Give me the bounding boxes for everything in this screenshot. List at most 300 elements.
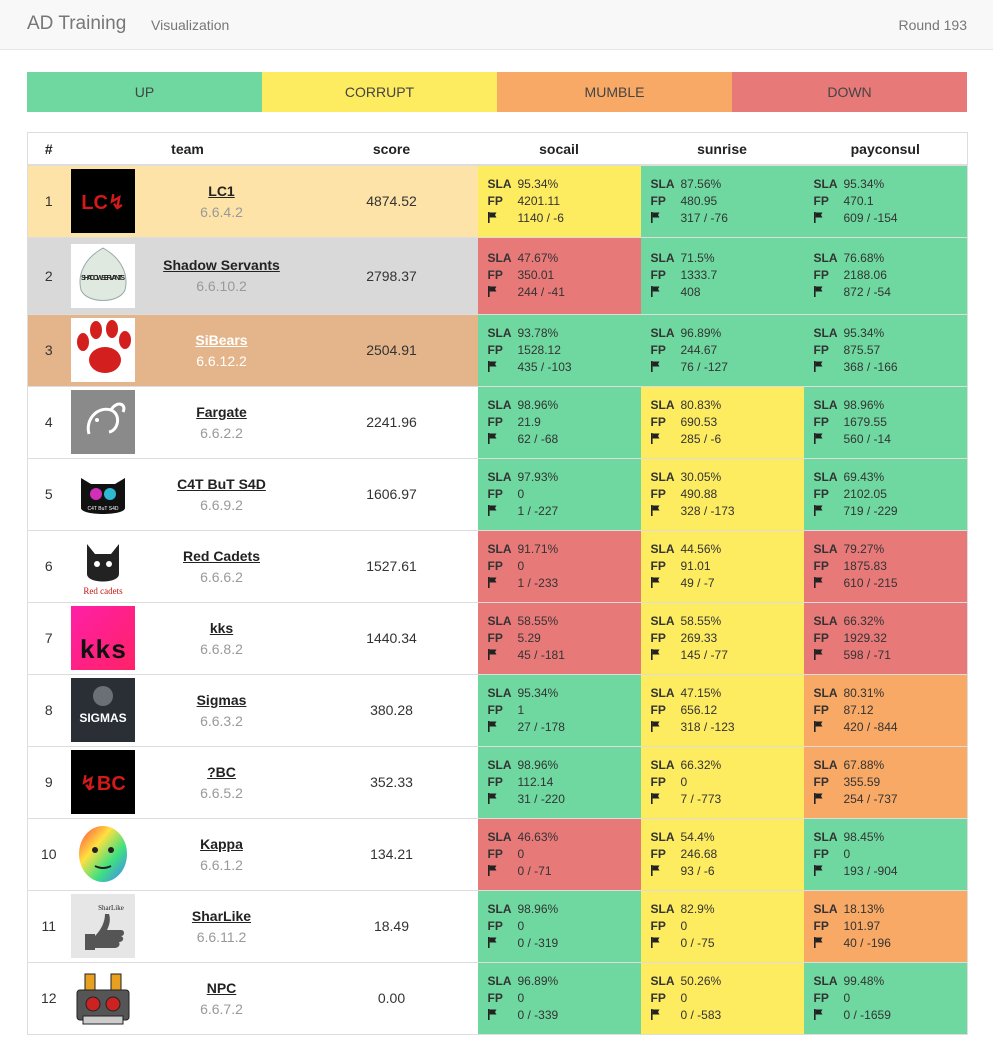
team-rank: 8 [28,674,70,746]
team-rank: 7 [28,602,70,674]
sla-value: 96.89% [680,325,722,340]
team-name-link[interactable]: SiBears [195,331,248,348]
fp-label: FP [487,846,503,861]
fp-label: FP [487,268,503,282]
service-status-cell [641,962,804,1034]
flag-icon [651,863,681,880]
logo-text: ↯BC [79,773,126,795]
table-row [28,818,968,890]
fp-value: 0 [680,918,688,933]
flags-value: 76 / -127 [680,359,728,374]
fp-value: 4201.11 [517,193,560,208]
sla-value: 96.89% [517,973,559,988]
sla-label: SLA [487,901,512,916]
fp-value: 480.95 [680,193,718,208]
flags-value: 254 / -737 [843,791,898,806]
fp-label: FP [650,268,666,282]
team-name-link[interactable]: Fargate [196,403,247,420]
flag-icon [488,210,518,227]
fp-value: 1875.83 [843,558,887,573]
flags-value: 1 / -233 [517,575,559,590]
legend-up: UP [27,72,262,112]
service-status-cell [804,386,968,458]
sla-value: 87.56% [680,176,722,191]
fp-label: FP [650,193,666,208]
table-row [28,530,968,602]
team-score: 1527.61 [306,530,478,602]
team-name-link[interactable]: ?BC [207,763,236,780]
flag-icon [488,719,518,736]
fp-value: 21.9 [517,414,541,429]
team-logo [70,602,138,674]
team-score: 1440.34 [306,602,478,674]
sla-label: SLA [650,613,675,628]
sla-label: SLA [813,757,838,772]
service-status-cell [478,818,641,890]
brand-title[interactable]: AD Training [27,13,127,34]
fp-value: 690.53 [680,414,718,429]
table-row [28,458,968,530]
flags-value: 719 / -229 [843,503,898,518]
sla-value: 71.5% [680,251,715,265]
sla-label: SLA [813,325,838,340]
header-score: score [306,133,478,166]
logo-text: C4T BuT S4D [87,506,118,512]
sla-label: SLA [813,829,838,844]
team-name-link[interactable]: LC1 [208,182,235,199]
flags-value: 45 / -181 [517,647,565,662]
team-rank: 9 [28,746,70,818]
fp-value: 0 [517,990,525,1005]
team-score: 352.33 [306,746,478,818]
service-status-cell [641,890,804,962]
team-name-link[interactable]: Kappa [200,835,243,852]
service-status-cell [804,458,968,530]
fp-label: FP [650,774,666,789]
team-logo [70,458,138,530]
fp-value: 875.57 [843,342,881,357]
logo-text: SHADOW SERVANTS [80,274,125,282]
service-status-cell [804,314,968,386]
fp-label: FP [813,193,829,208]
service-status-cell [804,530,968,602]
fp-label: FP [813,268,829,282]
logo-text: LC↯ [80,192,125,215]
legend-down: DOWN [732,72,967,112]
header-team: team [70,133,306,166]
flags-value: 1140 / -6 [517,210,564,225]
status-legend [27,72,967,112]
service-status-cell [478,746,641,818]
flag-icon [814,431,844,448]
fp-label: FP [813,774,829,789]
sla-value: 98.45% [843,829,885,844]
service-status-cell [478,530,641,602]
flag-icon [814,647,844,664]
fp-value: 0 [517,918,525,933]
sla-label: SLA [650,685,675,700]
team-name-cell [138,818,306,890]
flag-icon [651,647,681,664]
team-name-cell [138,314,306,386]
sla-label: SLA [813,251,838,265]
sla-label: SLA [813,176,838,191]
service-status-cell [478,314,641,386]
sla-label: SLA [487,973,512,988]
service-status-cell [804,165,968,237]
sla-value: 80.31% [843,685,885,700]
flags-value: 872 / -54 [843,285,891,299]
service-status-cell [641,165,804,237]
table-row [28,165,968,237]
fp-value: 0 [680,774,688,789]
fp-label: FP [650,846,666,861]
fp-value: 269.33 [680,630,718,645]
team-version: 6.6.10.2 [196,278,247,294]
fp-value: 350.01 [517,268,555,282]
header-service-sunrise: sunrise [641,133,804,166]
service-status-cell [478,962,641,1034]
team-logo [70,237,138,314]
logo-text: Red cadets [82,586,123,596]
fp-label: FP [487,990,503,1005]
team-name-link[interactable]: Shadow Servants [163,257,280,273]
flags-value: 27 / -178 [517,719,565,734]
fp-value: 0 [680,990,688,1005]
team-name-cell [138,165,306,237]
logo-text: SIGMAS [78,711,127,725]
team-score: 1606.97 [306,458,478,530]
flag-icon [488,935,518,952]
header-service-socail: socail [478,133,641,166]
service-status-cell [478,386,641,458]
sla-value: 91.71% [517,541,559,556]
team-name-link[interactable]: NPC [206,979,237,996]
team-name-link[interactable]: SharLike [191,907,252,924]
sla-value: 95.34% [843,325,885,340]
flags-value: 598 / -71 [843,647,891,662]
flags-value: 40 / -196 [843,935,891,950]
sla-label: SLA [487,613,512,628]
team-rank: 3 [28,314,70,386]
service-status-cell [804,602,968,674]
team-name-cell [138,962,306,1034]
flags-value: 193 / -904 [843,863,898,878]
flags-value: 317 / -76 [680,210,728,225]
flag-icon [814,719,844,736]
flag-icon [814,503,844,520]
fp-value: 91.01 [680,558,711,573]
flag-icon [651,503,681,520]
service-status-cell [804,890,968,962]
sla-label: SLA [487,829,512,844]
sla-value: 93.78% [517,325,559,340]
flag-icon [814,791,844,808]
sla-value: 99.48% [843,973,885,988]
team-score: 0.00 [306,962,478,1034]
fp-label: FP [813,846,829,861]
fp-value: 1679.55 [843,414,887,429]
fp-value: 246.68 [680,846,718,861]
sla-value: 69.43% [843,469,885,484]
service-status-cell [478,458,641,530]
fp-label: FP [650,702,666,717]
sla-value: 76.68% [843,251,885,265]
team-name-cell [138,602,306,674]
fp-value: 1 [517,702,525,717]
flag-icon [651,1007,681,1024]
sla-value: 79.27% [843,541,885,556]
sla-label: SLA [487,685,512,700]
sla-label: SLA [813,469,838,484]
flags-value: 408 [680,285,701,299]
fp-label: FP [650,486,666,501]
flag-icon [651,935,681,952]
team-name-link[interactable]: Red Cadets [182,547,261,564]
team-version: 6.6.6.2 [200,568,243,585]
navbar [0,0,993,50]
sla-value: 80.83% [680,397,722,412]
team-rank: 12 [28,962,70,1034]
flags-value: 244 / -41 [517,285,565,299]
sla-label: SLA [650,176,675,191]
sla-value: 98.96% [843,397,885,412]
fp-label: FP [487,342,503,357]
flag-icon [488,863,518,880]
sla-value: 30.05% [680,469,722,484]
team-rank: 11 [28,890,70,962]
team-version: 6.6.8.2 [200,640,243,657]
header-service-payconsul: payconsul [804,133,968,166]
sla-value: 58.55% [517,613,559,628]
fp-value: 87.12 [843,702,874,717]
flags-value: 285 / -6 [680,431,722,446]
header-rank: # [28,133,70,166]
flags-value: 31 / -220 [517,791,565,806]
sla-value: 95.34% [517,176,559,191]
flags-value: 328 / -173 [680,503,735,518]
flag-icon [651,431,681,448]
flag-icon [488,503,518,520]
fp-label: FP [487,486,503,501]
table-row [28,386,968,458]
team-version: 6.6.11.2 [196,928,247,945]
sla-label: SLA [813,685,838,700]
sla-value: 98.96% [517,757,559,772]
sla-value: 98.96% [517,901,559,916]
fp-label: FP [650,918,666,933]
team-rank: 1 [28,165,70,237]
team-name-cell [138,746,306,818]
flags-value: 560 / -14 [843,431,891,446]
sla-label: SLA [650,973,675,988]
team-logo [70,962,138,1034]
team-score: 18.49 [306,890,478,962]
sla-value: 98.96% [517,397,559,412]
team-name-link[interactable]: kks [209,619,234,636]
flag-icon [488,647,518,664]
table-row [28,746,968,818]
team-rank: 6 [28,530,70,602]
service-status-cell [641,314,804,386]
service-status-cell [641,237,804,314]
flags-value: 610 / -215 [843,575,898,590]
flag-icon [488,359,518,376]
fp-label: FP [487,414,503,429]
flag-icon [488,284,518,301]
fp-value: 0 [517,486,525,501]
team-score: 2798.37 [306,237,478,314]
sla-value: 44.56% [680,541,722,556]
fp-label: FP [650,414,666,429]
flags-value: 368 / -166 [843,359,898,374]
team-version: 6.6.5.2 [200,784,243,801]
logo-text: SharLike [97,904,124,912]
sla-value: 58.55% [680,613,722,628]
flags-value: 49 / -7 [680,575,715,590]
team-logo [70,314,138,386]
sla-value: 66.32% [843,613,885,628]
flag-icon [651,791,681,808]
flags-value: 0 / -583 [680,1007,722,1022]
scoreboard-table [27,132,968,1035]
flag-icon [488,791,518,808]
nav-link-visualization[interactable]: Visualization [151,17,230,33]
fp-label: FP [813,702,829,717]
fp-label: FP [487,918,503,933]
service-status-cell [804,674,968,746]
service-status-cell [641,602,804,674]
fp-label: FP [487,702,503,717]
sla-value: 47.15% [680,685,722,700]
sla-value: 95.34% [843,176,885,191]
table-row [28,602,968,674]
sla-value: 97.93% [517,469,559,484]
sla-value: 66.32% [680,757,722,772]
team-name-link[interactable]: Sigmas [196,691,247,708]
fp-value: 656.12 [680,702,718,717]
fp-value: 2102.05 [843,486,887,501]
service-status-cell [641,386,804,458]
sla-value: 54.4% [680,829,715,844]
fp-value: 244.67 [680,342,718,357]
service-status-cell [641,530,804,602]
flags-value: 0 / -71 [517,863,552,878]
sla-label: SLA [650,829,675,844]
fp-label: FP [650,630,666,645]
fp-label: FP [813,414,829,429]
flag-icon [814,1007,844,1024]
flag-icon [814,284,844,301]
fp-value: 490.88 [680,486,718,501]
flags-value: 93 / -6 [680,863,715,878]
team-score: 4874.52 [306,165,478,237]
team-name-cell [138,674,306,746]
fp-label: FP [487,193,503,208]
service-status-cell [478,890,641,962]
team-score: 380.28 [306,674,478,746]
flag-icon [488,575,518,592]
table-header-row [28,133,968,166]
sla-value: 82.9% [680,901,715,916]
flags-value: 1 / -227 [517,503,559,518]
fp-label: FP [487,630,503,645]
flag-icon [651,575,681,592]
flag-icon [651,359,681,376]
sla-value: 67.88% [843,757,885,772]
team-name-cell [138,237,306,314]
flags-value: 0 / -339 [517,1007,559,1022]
team-logo [70,890,138,962]
sla-value: 50.26% [680,973,722,988]
team-version: 6.6.7.2 [200,1000,243,1017]
team-version: 6.6.12.2 [196,352,247,369]
team-logo [70,818,138,890]
sla-label: SLA [650,251,675,265]
fp-label: FP [487,774,503,789]
sla-label: SLA [650,541,675,556]
fp-label: FP [813,558,829,573]
service-status-cell [804,237,968,314]
team-name-link[interactable]: C4T BuT S4D [177,475,266,492]
service-status-cell [478,165,641,237]
team-logo [70,530,138,602]
team-rank: 2 [28,237,70,314]
flags-value: 0 / -75 [680,935,715,950]
team-version: 6.6.2.2 [200,424,243,441]
fp-value: 112.14 [517,774,554,789]
service-status-cell [641,818,804,890]
flags-value: 0 / -319 [517,935,559,950]
service-status-cell [641,746,804,818]
sla-label: SLA [650,397,675,412]
flags-value: 420 / -844 [843,719,898,734]
flag-icon [651,210,681,227]
flags-value: 435 / -103 [517,359,572,374]
sla-label: SLA [813,541,838,556]
service-status-cell [804,962,968,1034]
flag-icon [814,359,844,376]
sla-label: SLA [650,757,675,772]
fp-value: 1333.7 [680,268,718,282]
flags-value: 318 / -123 [680,719,735,734]
team-version: 6.6.1.2 [200,856,243,873]
team-name-cell [138,890,306,962]
fp-label: FP [487,558,503,573]
team-version: 6.6.4.2 [200,203,243,220]
sla-value: 18.13% [843,901,885,916]
team-score: 2504.91 [306,314,478,386]
team-rank: 4 [28,386,70,458]
fp-label: FP [813,486,829,501]
team-rank: 5 [28,458,70,530]
fp-value: 0 [843,990,851,1005]
sla-value: 47.67% [517,251,559,265]
table-row [28,890,968,962]
fp-label: FP [813,342,829,357]
fp-value: 5.29 [517,630,541,645]
fp-label: FP [813,918,829,933]
fp-label: FP [813,630,829,645]
fp-value: 2188.06 [843,268,887,282]
team-logo [70,165,138,237]
team-version: 6.6.3.2 [200,712,243,729]
flag-icon [814,575,844,592]
team-name-cell [138,458,306,530]
sla-label: SLA [813,901,838,916]
flags-value: 62 / -68 [517,431,559,446]
sla-label: SLA [487,469,512,484]
